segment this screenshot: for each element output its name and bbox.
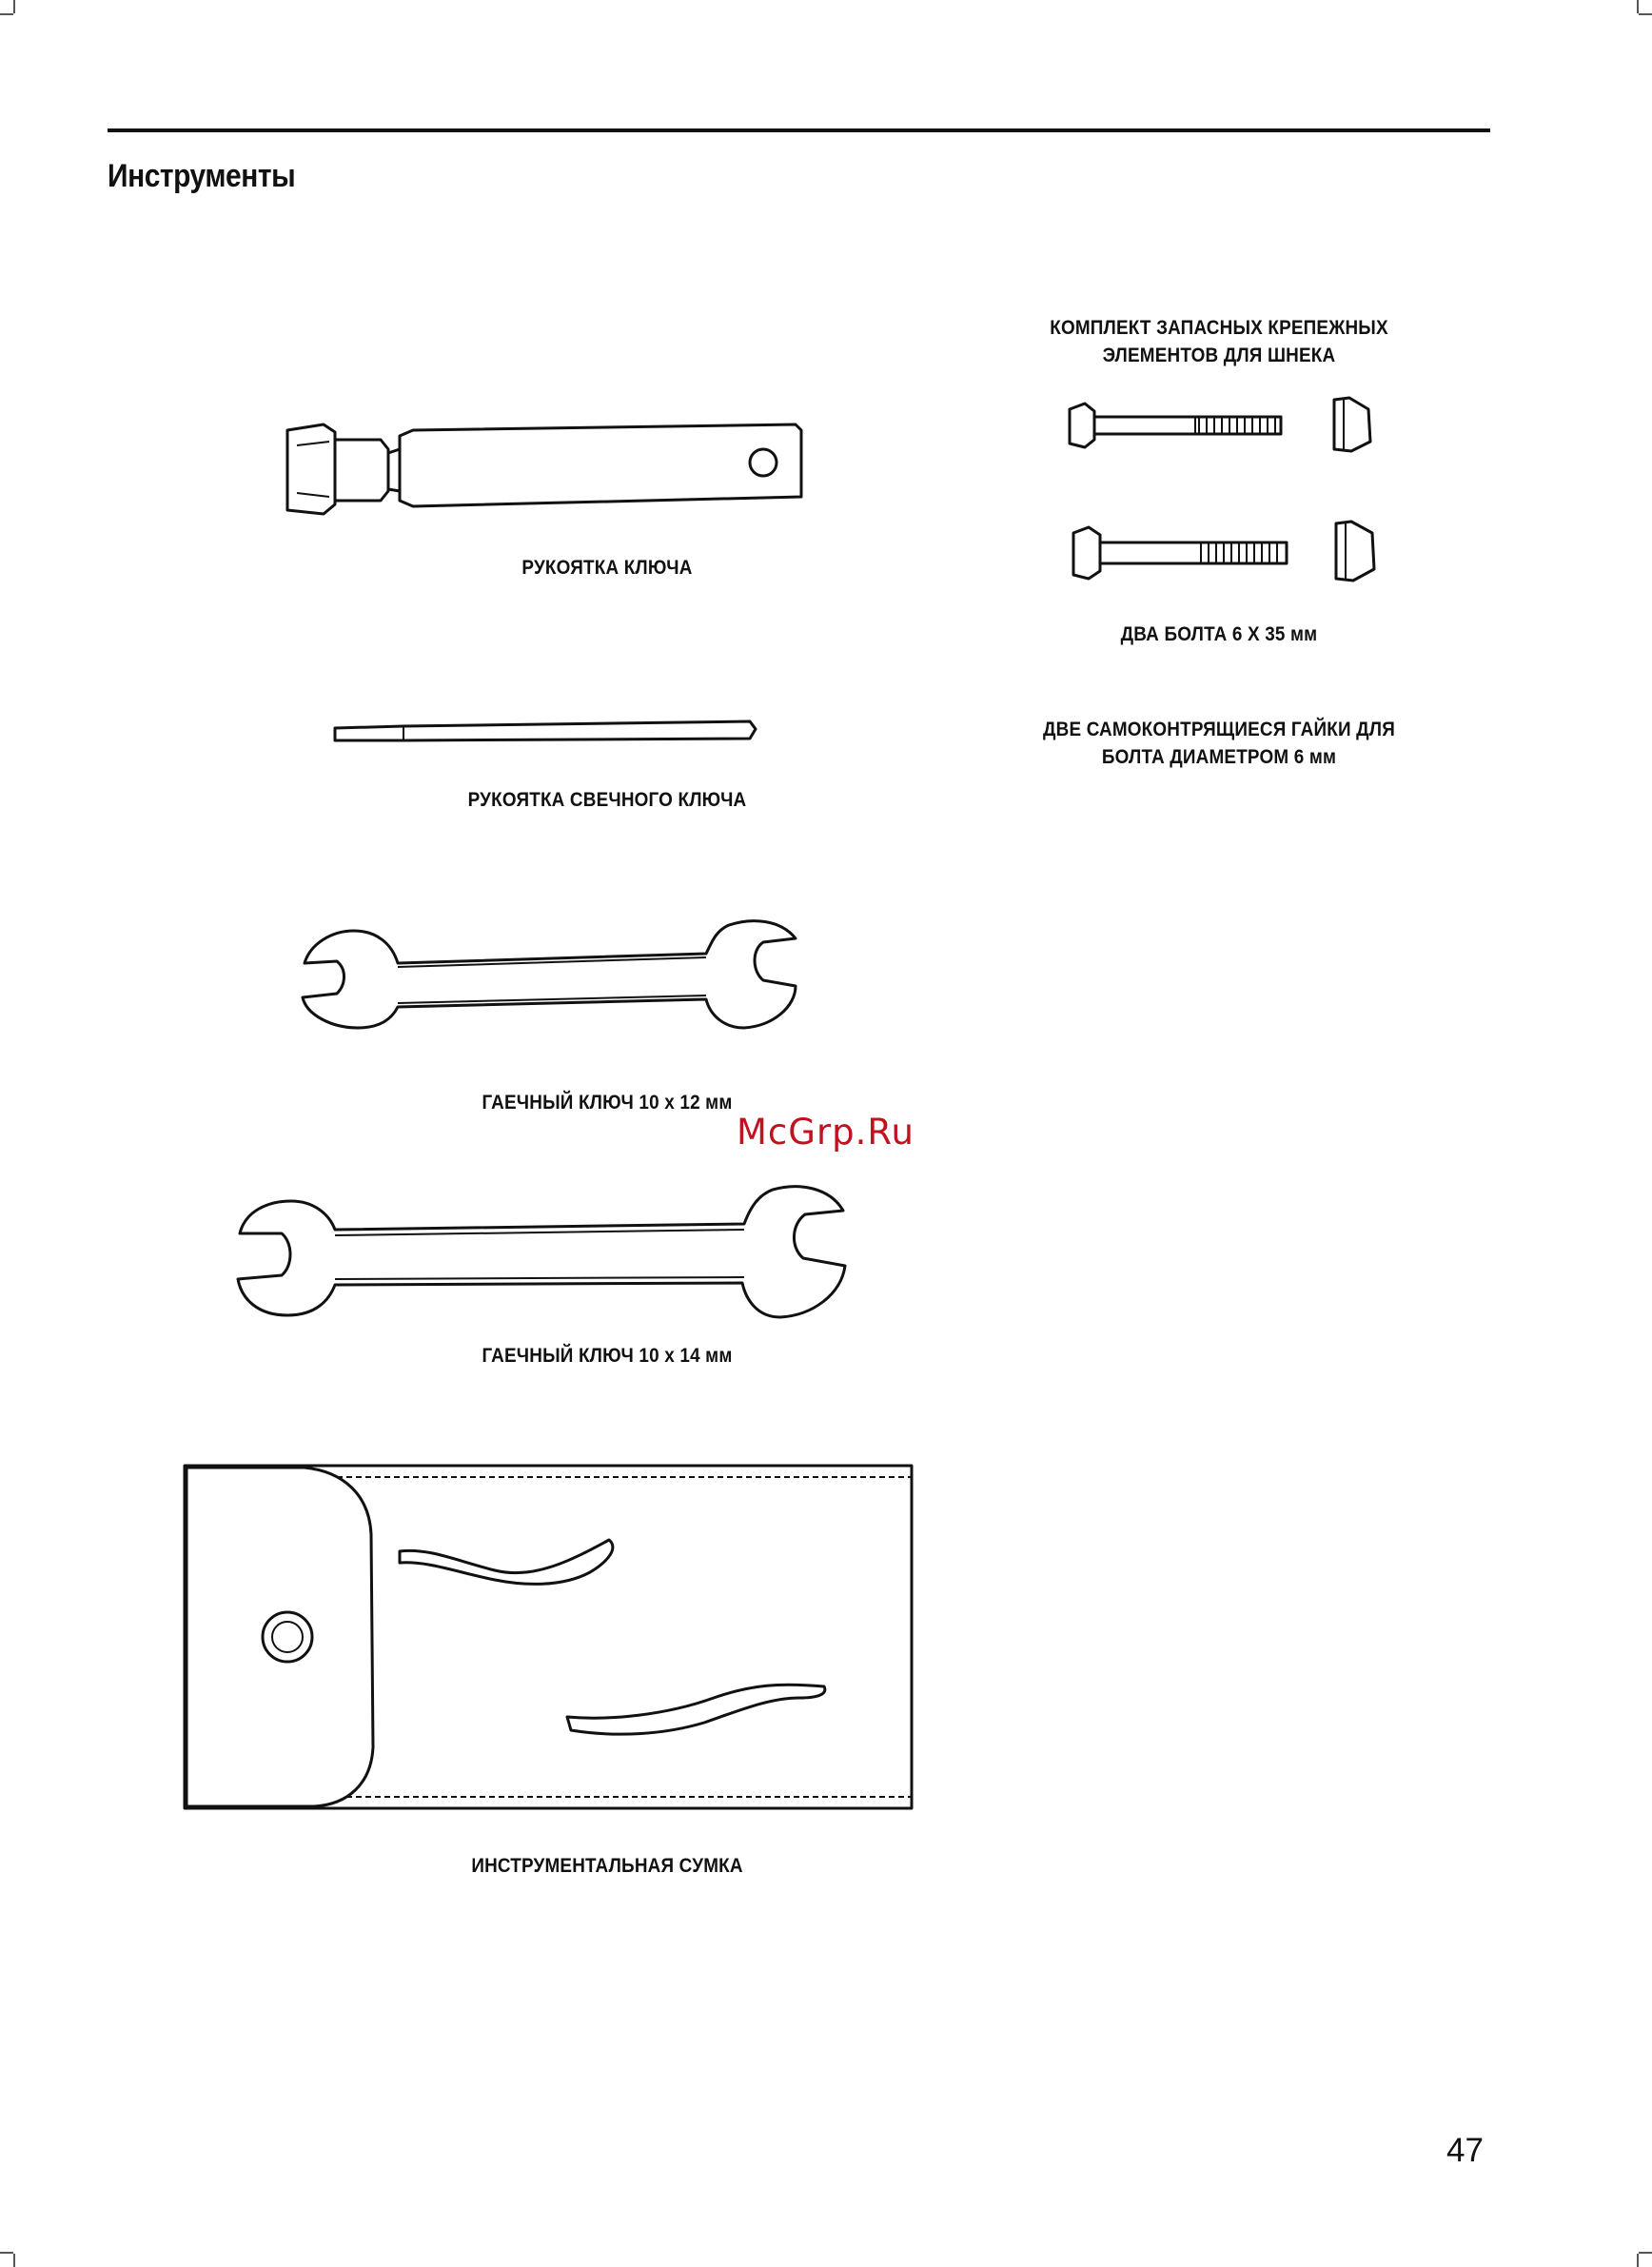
page-title: Инструменты: [108, 158, 296, 194]
tool-bag-illustration: [185, 1466, 912, 1808]
wrench-10x14-illustration: [238, 1187, 845, 1317]
wrench-10x12-label: ГАЕЧНЫЙ КЛЮЧ 10 х 12 мм: [482, 1092, 733, 1114]
wrench-10x12-illustration: [303, 921, 796, 1028]
wrench-10x14-label: ГАЕЧНЫЙ КЛЮЧ 10 х 14 мм: [482, 1345, 733, 1367]
bolt-6x35-top-illustration: [1070, 404, 1281, 447]
tool-bag-label: ИНСТРУМЕНТАЛЬНАЯ СУМКА: [471, 1855, 743, 1877]
wrench-handle-label: РУКОЯТКА КЛЮЧА: [521, 557, 693, 579]
bolt-6x35-bottom-illustration: [1073, 527, 1287, 579]
watermark: McGrp.Ru: [737, 1112, 914, 1153]
fastener-kit-title: КОМПЛЕКТ ЗАПАСНЫХ КРЕПЕЖНЫХ ЭЛЕМЕНТОВ ДЛЯ ШНЕКА: [1050, 317, 1388, 366]
page-number: 47: [1446, 2132, 1484, 2169]
nut-top-illustration: [1334, 398, 1370, 451]
spark-plug-handle-illustration: [335, 721, 756, 740]
spark-plug-handle-label: РУКОЯТКА СВЕЧНОГО КЛЮЧА: [467, 789, 747, 811]
wrench-handle-illustration: [287, 424, 801, 514]
bolts-label: ДВА БОЛТА 6 Х 35 мм: [1120, 623, 1318, 645]
nut-bottom-illustration: [1336, 522, 1374, 581]
nuts-label: ДВЕ САМОКОНТРЯЩИЕСЯ ГАЙКИ ДЛЯ БОЛТА ДИАМЕТРОМ 6 мм: [1043, 719, 1395, 768]
